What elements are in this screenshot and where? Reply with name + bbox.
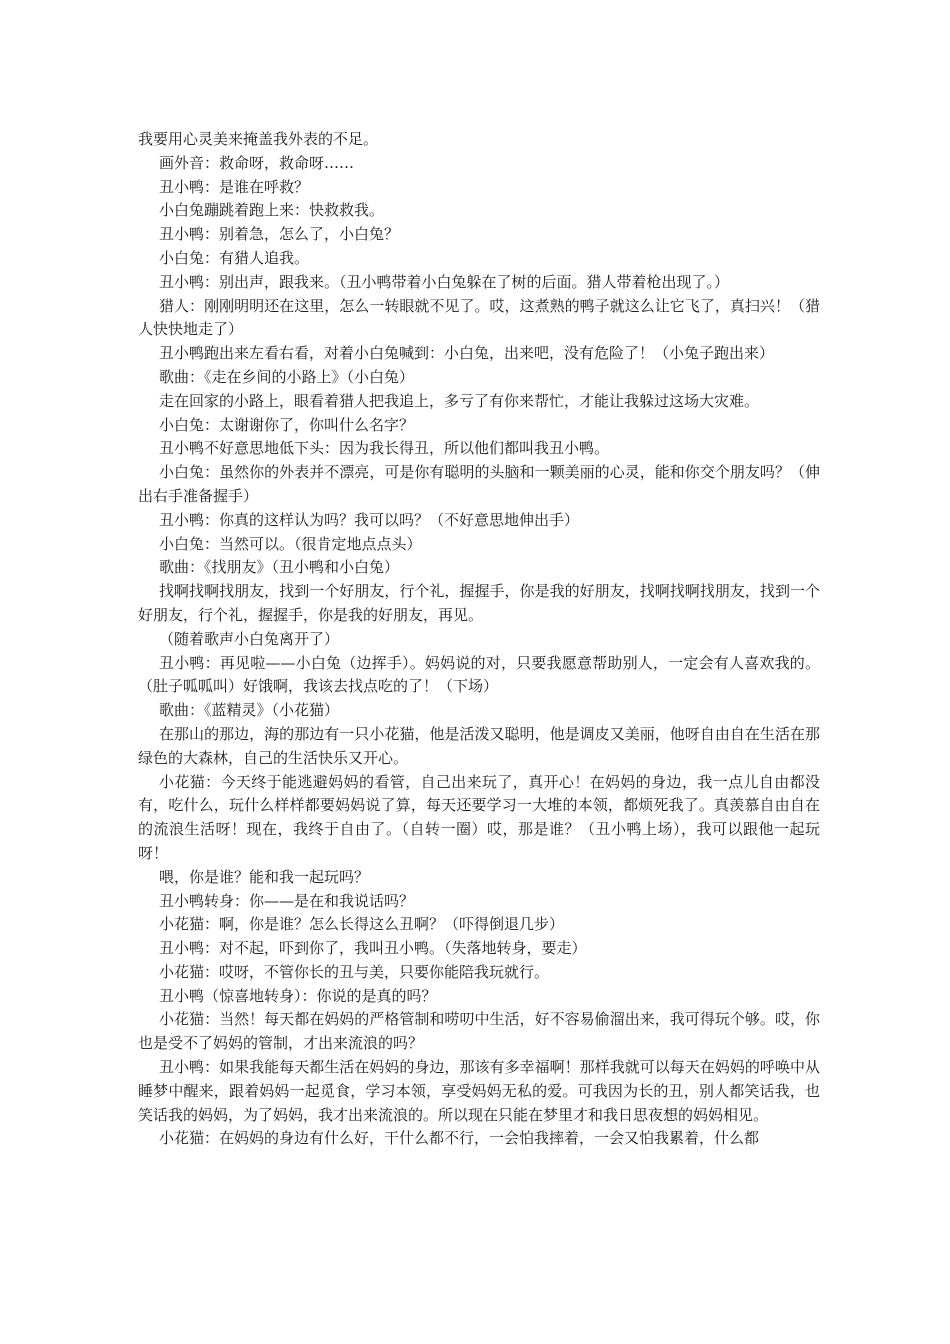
document-page bbox=[138, 128, 820, 1151]
paragraph: 小花猫：当然！每天都在妈妈的严格管制和唠叨中生活，好不容易偷溜出来，我可得玩个够。哎，你也是受不了妈妈的管制，才出来流浪的吗？ bbox=[138, 1010, 820, 1053]
paragraph: 丑小鸭：别出声，跟我来。（丑小鸭带着小白兔躲在了树的后面。猎人带着枪出现了。） bbox=[159, 272, 730, 291]
paragraph: 小花猫：在妈妈的身边有什么好，干什么都不行，一会怕我摔着，一会又怕我累着，什么都 bbox=[159, 1129, 760, 1148]
paragraph: 丑小鸭：如果我能每天都生活在妈妈的身边，那该有多幸福啊！那样我就可以每天在妈妈的呼唤中从睡梦中醒来，跟着妈妈一起觅食，学习本领，享受妈妈无私的爱。可我因为长的丑，别人都笑话我，也笑话我的妈妈，为了妈妈，我才出来流浪的。所以现在只能在梦里才和我日思夜想的妈妈相见。 bbox=[138, 1058, 820, 1124]
paragraph: 歌曲：《蓝精灵》（小花猫） bbox=[159, 701, 340, 720]
paragraph: 丑小鸭不好意思地低下头：因为我长得丑，所以他们都叫我丑小鸭。 bbox=[159, 439, 610, 458]
paragraph: 我要用心灵美来掩盖我外表的不足。 bbox=[138, 130, 379, 148]
paragraph: 丑小鸭：再见啦——小白兔（边挥手）。妈妈说的对，只要我愿意帮助别人，一定会有人喜欢我的。（肚子呱呱叫）好饿啊，我该去找点吃的了！（下场） bbox=[138, 653, 820, 696]
paragraph: 小白兔：虽然你的外表并不漂亮，可是你有聪明的头脑和一颗美丽的心灵，能和你交个朋友吗？（伸出右手准备握手） bbox=[138, 463, 820, 505]
paragraph: 丑小鸭：别着急，怎么了，小白兔？ bbox=[159, 225, 400, 244]
paragraph: 找啊找啊找朋友，找到一个好朋友，行个礼，握握手，你是我的好朋友，找啊找啊找朋友，找到一个好朋友，行个礼，握握手，你是我的好朋友，再见。 bbox=[138, 582, 820, 624]
paragraph: 小白兔蹦跳着跑上来：快救救我。 bbox=[159, 201, 385, 220]
paragraph: 丑小鸭转身：你——是在和我说话吗？ bbox=[159, 891, 415, 910]
paragraph: 歌曲：《找朋友》（丑小鸭和小白兔） bbox=[159, 558, 400, 577]
paragraph: 在那山的那边，海的那边有一只小花猫，他是活泼又聪明，他是调皮又美丽，他呀自由自在生活在那绿色的大森林，自己的生活快乐又开心。 bbox=[138, 724, 820, 767]
paragraph: 丑小鸭跑出来左看右看，对着小白兔喊到：小白兔，出来吧，没有危险了！（小兔子跑出来） bbox=[159, 344, 775, 363]
paragraph: 歌曲：《走在乡间的小路上》（小白兔） bbox=[159, 367, 415, 386]
paragraph: 丑小鸭（惊喜地转身）：你说的是真的吗？ bbox=[159, 986, 437, 1005]
paragraph: 小花猫：啊，你是谁？怎么长得这么丑啊？（吓得倒退几步） bbox=[159, 915, 565, 934]
paragraph: 画外音：救命呀，救命呀…… bbox=[159, 153, 355, 172]
paragraph: 小白兔：太谢谢你了，你叫什么名字？ bbox=[159, 415, 415, 434]
paragraph: 走在回家的小路上，眼看着猎人把我追上，多亏了有你来帮忙，才能让我躲过这场大灾难。 bbox=[159, 391, 760, 410]
paragraph: 小白兔：当然可以。（很肯定地点点头） bbox=[159, 534, 422, 553]
paragraph: （随着歌声小白兔离开了） bbox=[159, 629, 340, 648]
paragraph: 猎人：刚刚明明还在这里，怎么一转眼就不见了。哎，这煮熟的鸭子就这么让它飞了，真扫兴！（猎人快快地走了） bbox=[138, 296, 820, 339]
paragraph: 喂，你是谁？能和我一起玩吗？ bbox=[159, 867, 370, 886]
paragraph: 丑小鸭：你真的这样认为吗？我可以吗？（不好意思地伸出手） bbox=[159, 510, 580, 529]
paragraph: 小花猫：哎呀，不管你长的丑与美，只要你能陪我玩就行。 bbox=[159, 962, 550, 981]
paragraph: 丑小鸭：对不起，吓到你了，我叫丑小鸭。（失落地转身，要走） bbox=[159, 939, 587, 958]
paragraph: 丑小鸭：是谁在呼救？ bbox=[159, 177, 310, 196]
paragraph: 小白兔：有猎人追我。 bbox=[159, 248, 310, 267]
paragraph: 小花猫：今天终于能逃避妈妈的看管，自己出来玩了，真开心！在妈妈的身边，我一点儿自由都没有，吃什么，玩什么样样都要妈妈说了算，每天还要学习一大堆的本领，都烦死我了。真羡慕自由自在的流浪生活呀！现在，我终于自由了。（自转一圈）哎，那是谁？（丑小鸭上场），我可以跟他一起玩呀！ bbox=[138, 772, 820, 862]
